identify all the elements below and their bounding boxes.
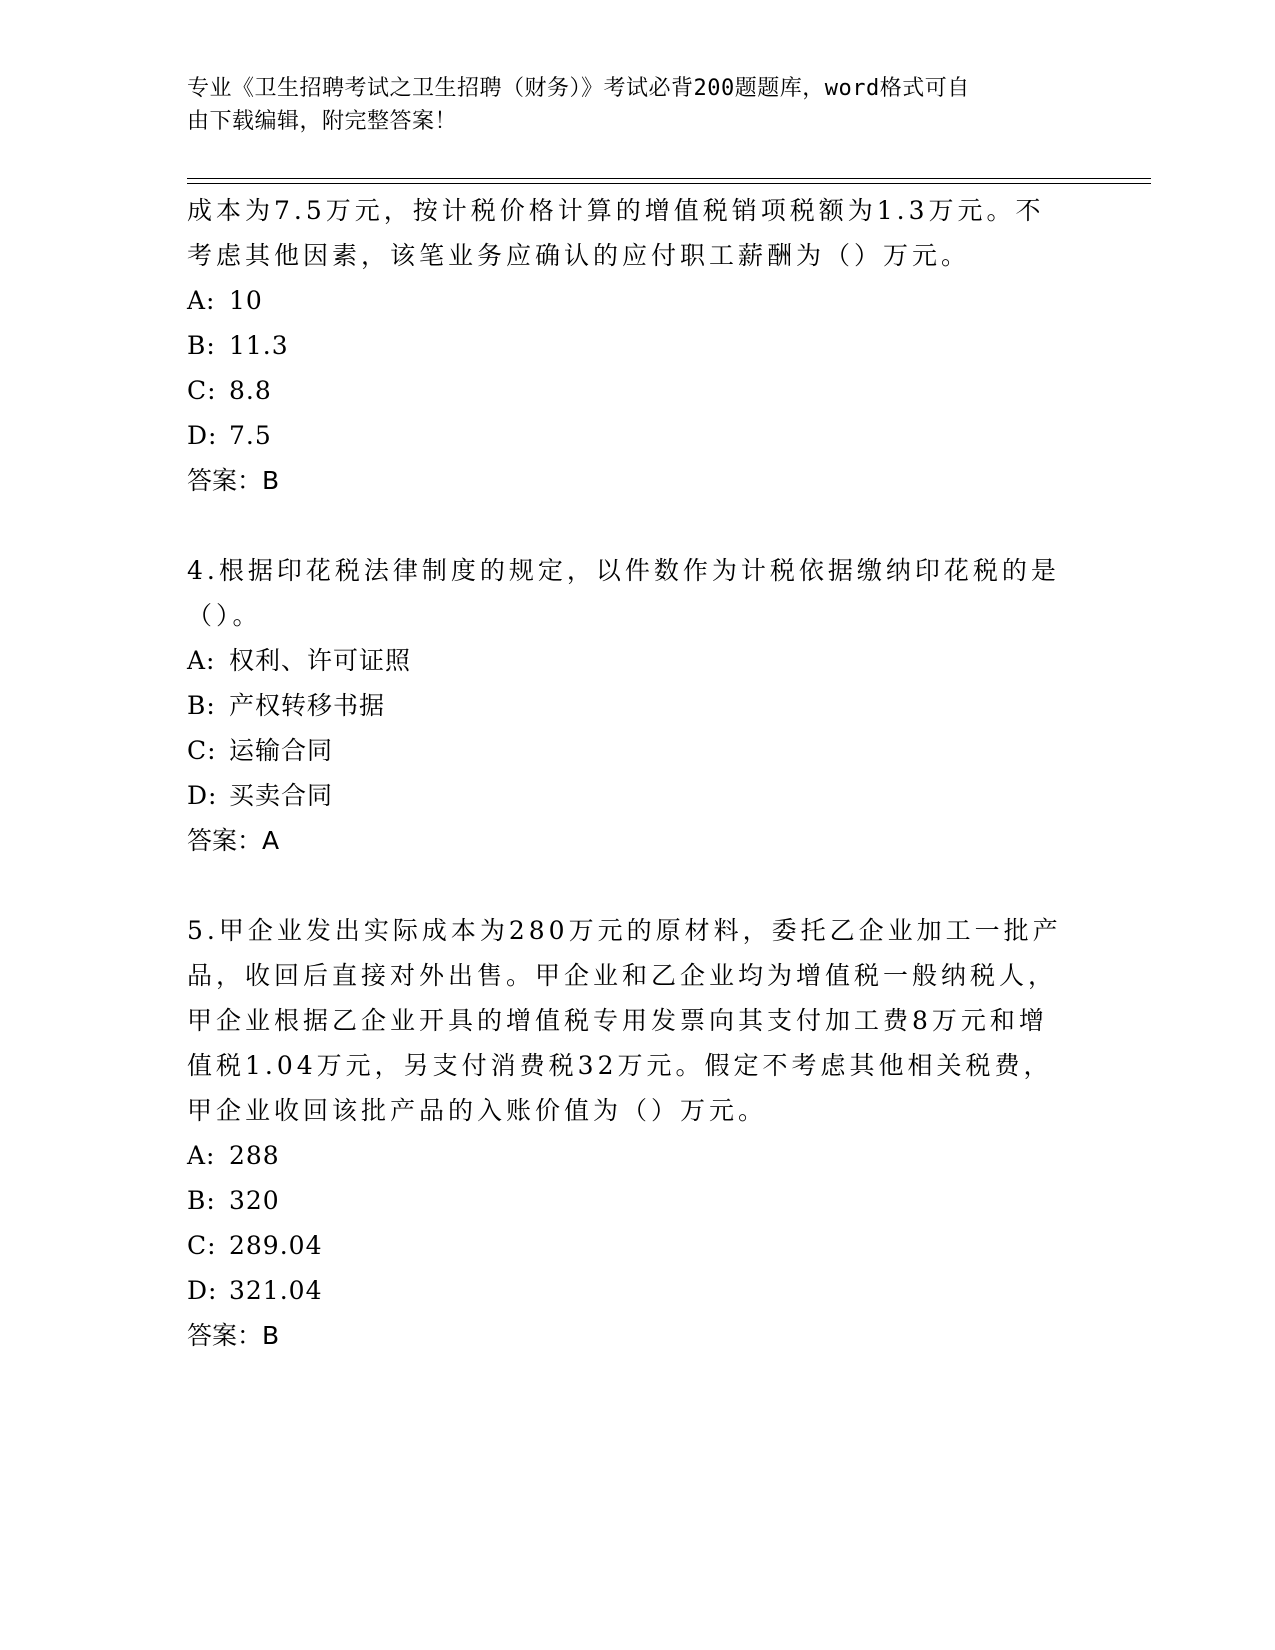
question-text-line: 考虑其他因素，该笔业务应确认的应付职工薪酬为（）万元。 — [187, 241, 971, 270]
option-b — [187, 323, 1067, 368]
option-a — [187, 638, 1067, 683]
option-value: 10 — [229, 286, 263, 315]
question-text-line: 成本为7.5万元，按计税价格计算的增值税销项税额为1.3万元。不 — [187, 196, 1045, 225]
option-c — [187, 368, 1067, 413]
option-value: 288 — [229, 1141, 280, 1170]
header-line-1: 专业《卫生招聘考试之卫生招聘（财务）》考试必背200题题库，word格式可自 — [187, 76, 970, 101]
answer-line: 答案：B — [187, 1321, 280, 1350]
spacer — [187, 503, 1067, 548]
option-key: B: — [187, 331, 216, 360]
option-key: D: — [187, 421, 218, 450]
question-text-line: 5.甲企业发出实际成本为280万元的原材料，委托乙企业加工一批产 — [187, 916, 1062, 945]
option-value: 买卖合同 — [229, 781, 334, 810]
question-5 — [187, 908, 1067, 1358]
option-key: C: — [187, 376, 217, 405]
option-key: C: — [187, 736, 217, 765]
question-text-line: 品，收回后直接对外出售。甲企业和乙企业均为增值税一般纳税人， — [187, 961, 1058, 990]
header-rule-top — [187, 178, 1151, 179]
header-line-2: 由下载编辑，附完整答案！ — [187, 109, 458, 134]
option-value: 产权转移书据 — [229, 691, 386, 720]
option-key: B: — [187, 691, 216, 720]
option-value: 11.3 — [229, 331, 289, 360]
option-c — [187, 1223, 1067, 1268]
option-d — [187, 413, 1067, 458]
option-a — [187, 278, 1067, 323]
option-value: 8.8 — [229, 376, 272, 405]
answer-line: 答案：B — [187, 466, 280, 495]
option-value: 320 — [229, 1186, 280, 1215]
option-key: A: — [187, 1141, 216, 1170]
option-value: 运输合同 — [229, 736, 334, 765]
option-key: B: — [187, 1186, 216, 1215]
option-b — [187, 683, 1067, 728]
answer-line: 答案：A — [187, 826, 280, 855]
option-a — [187, 1133, 1067, 1178]
option-value: 321.04 — [229, 1276, 323, 1305]
option-value: 289.04 — [229, 1231, 323, 1260]
question-text-line: 4.根据印花税法律制度的规定，以件数作为计税依据缴纳印花税的是 — [187, 556, 1060, 585]
option-key: A: — [187, 646, 216, 675]
spacer — [187, 863, 1067, 908]
question-text-line: 值税1.04万元，另支付消费税32万元。假定不考虑其他相关税费， — [187, 1051, 1053, 1080]
document-body — [187, 188, 1067, 1358]
question-text-line: 甲企业收回该批产品的入账价值为（）万元。 — [187, 1096, 768, 1125]
option-value: 权利、许可证照 — [229, 646, 412, 675]
option-key: A: — [187, 286, 216, 315]
question-3 — [187, 188, 1067, 503]
option-key: D: — [187, 781, 218, 810]
header-rule-bottom — [187, 183, 1151, 184]
option-key: C: — [187, 1231, 217, 1260]
question-text-line: 甲企业根据乙企业开具的增值税专用发票向其支付加工费8万元和增 — [187, 1006, 1048, 1035]
question-4 — [187, 548, 1067, 863]
option-d — [187, 1268, 1067, 1313]
option-value: 7.5 — [229, 421, 272, 450]
option-key: D: — [187, 1276, 218, 1305]
option-c — [187, 728, 1067, 773]
option-d — [187, 773, 1067, 818]
question-text-line: （）。 — [187, 601, 262, 630]
option-b — [187, 1178, 1067, 1223]
document-header — [187, 72, 1067, 138]
